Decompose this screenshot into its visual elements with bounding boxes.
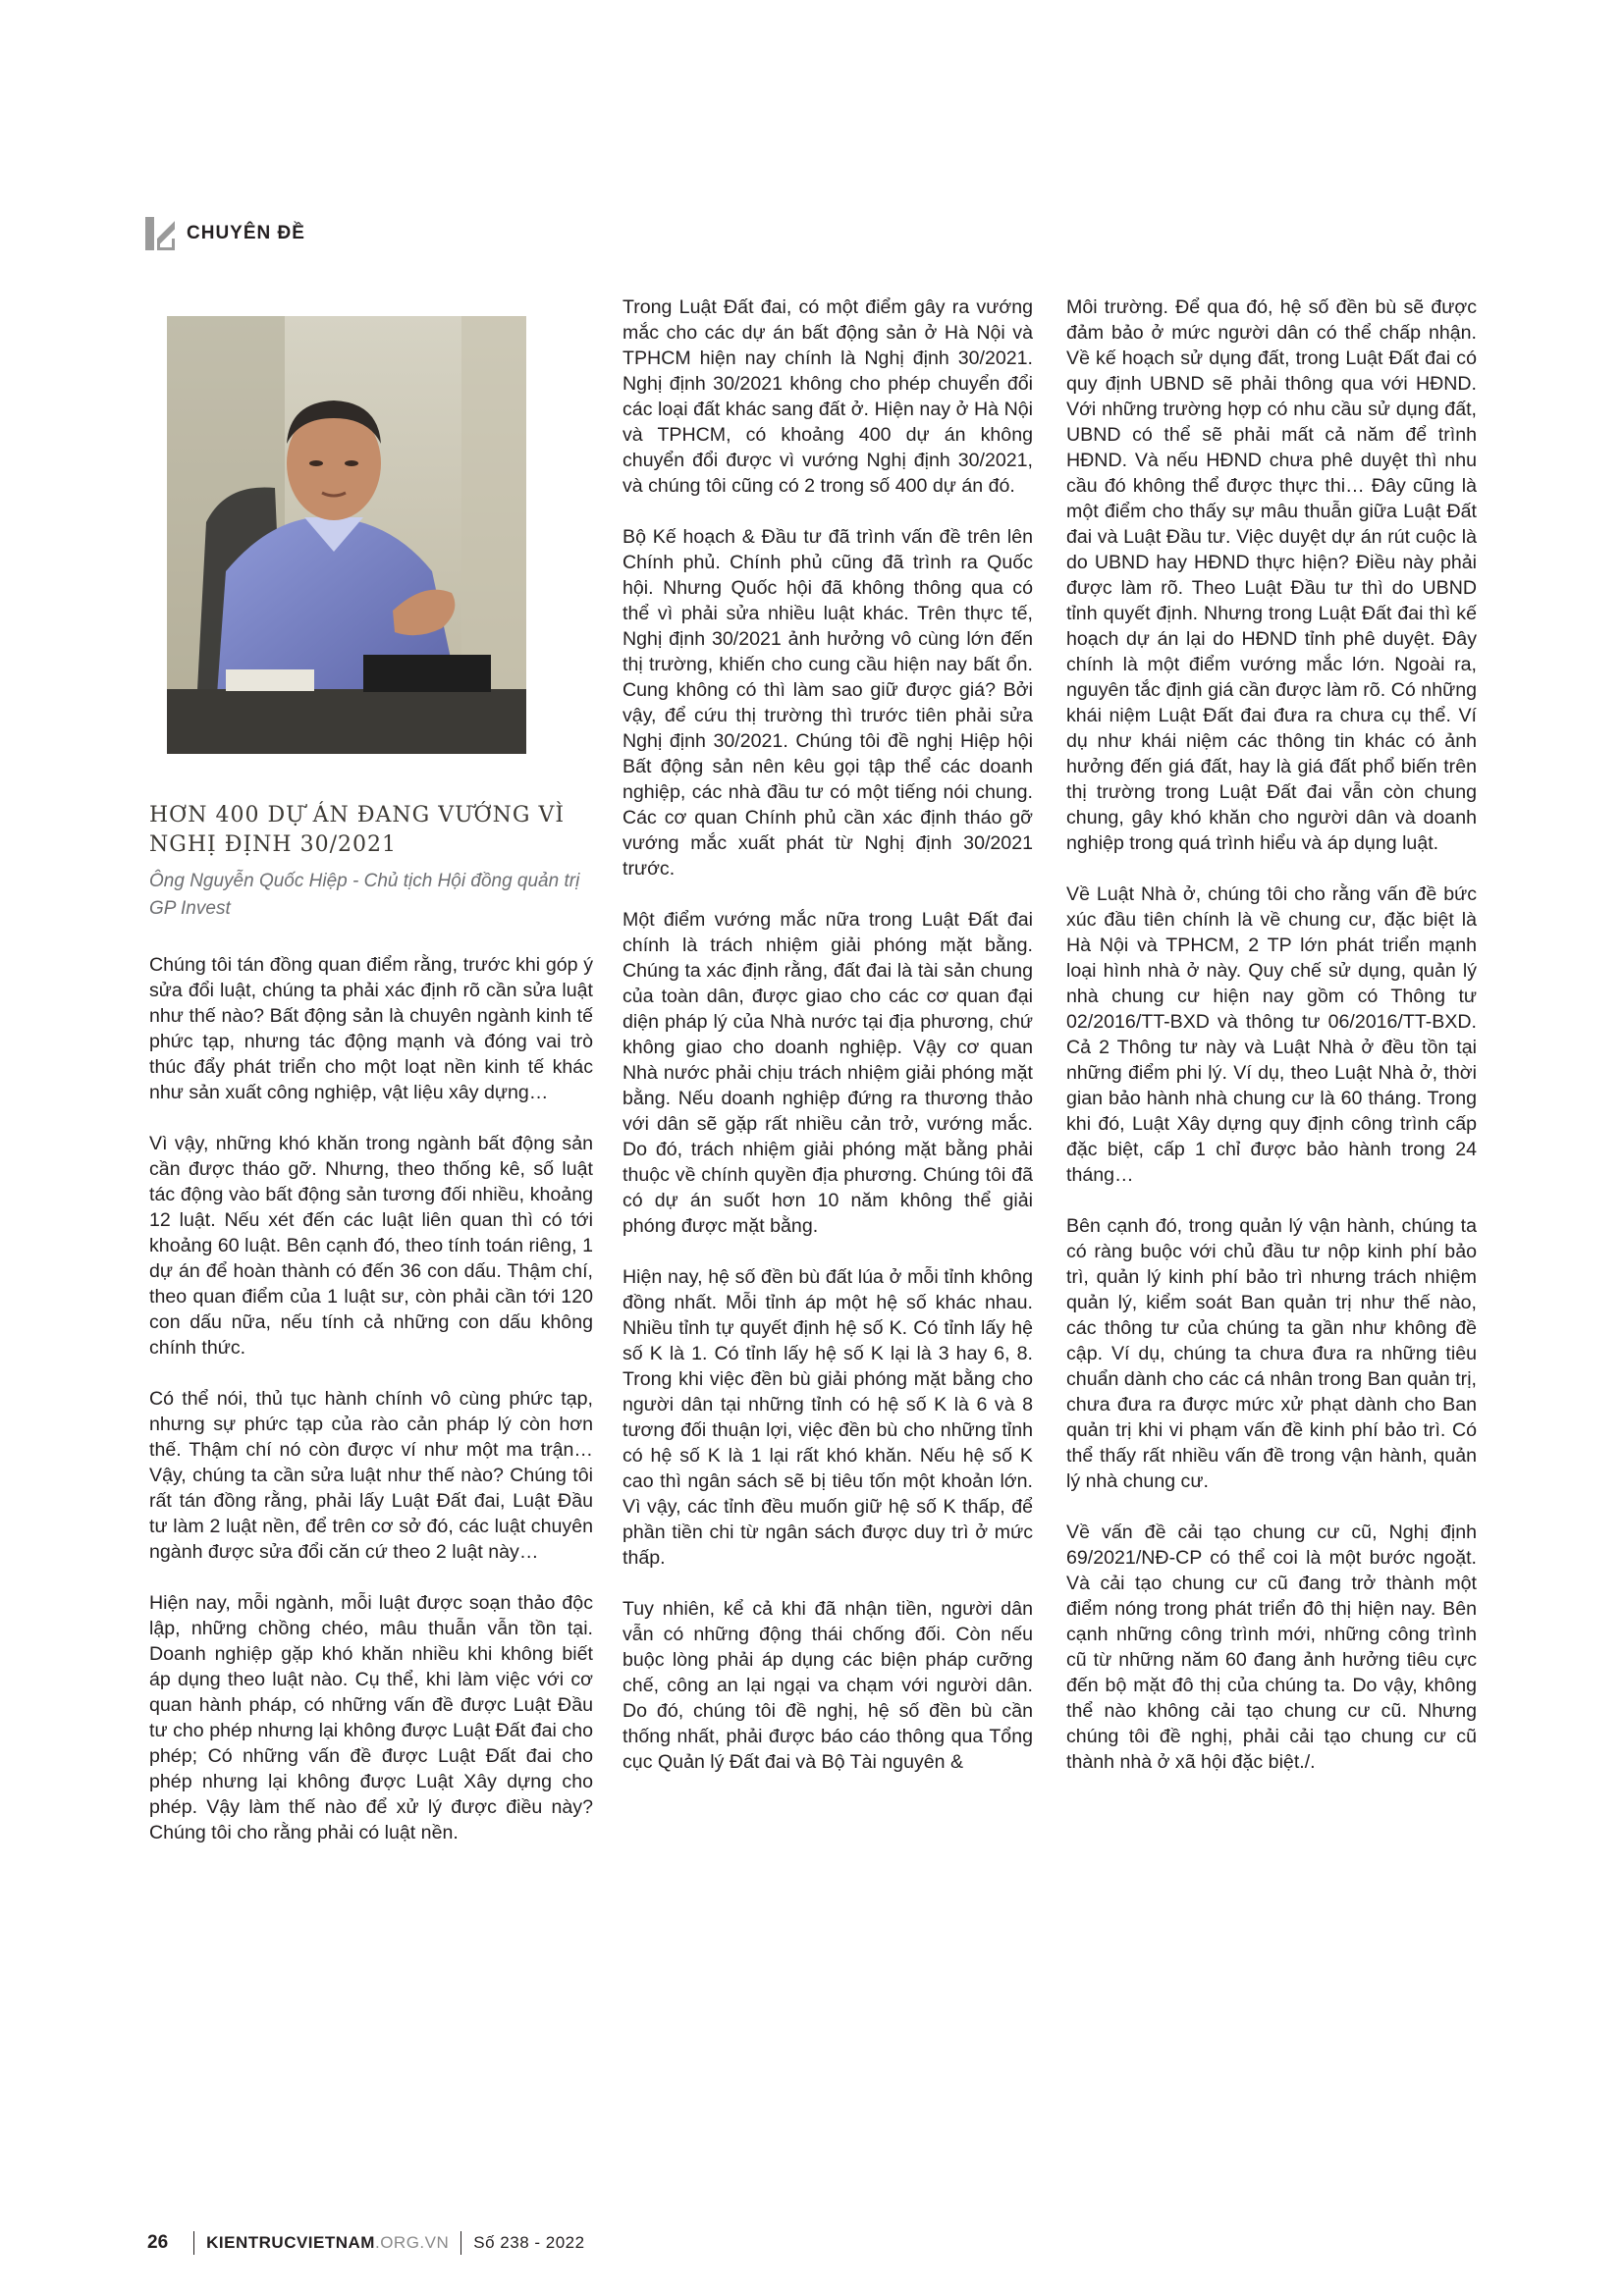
paragraph: Vì vậy, những khó khăn trong ngành bất động sản cần được tháo gỡ. Nhưng, theo thống kê, số luật tác động vào bất động sản tương đối nhiều, khoảng 12 luật. Nếu xét đến các luật liên quan thì có tới khoảng 60 luật. Bên cạnh đó, theo tính toán riêng, 1 dự án để hoàn thành có đến 36 con dấu. Thậm chí, theo quan điểm của 1 luật sư, còn phải cần tới 120 con dấu nữa, nếu tính cả những con dấu không chính thức. [149,1133,593,1359]
paragraph: Có thể nói, thủ tục hành chính vô cùng phức tạp, nhưng sự phức tạp của rào cản pháp lý còn hơn thế. Thậm chí nó còn được ví như một ma trận… Vậy, chúng ta cần sửa luật như thế nào? Chúng tôi rất tán đồng rằng, phải lấy Luật Đất đai, Luật Đầu tư làm 2 luật nền, để trên cơ sở đó, các luật chuyên ngành được sửa đổi căn cứ theo 2 luật này… [149,1388,593,1563]
issue-number: Số 238 - 2022 [473,2233,585,2252]
paragraph: Về vấn đề cải tạo chung cư cũ, Nghị định 69/2021/NĐ-CP có thể coi là một bước ngoặt. Và cải tạo chung cư cũ đang trở thành một điểm nóng trong phát triển đô thị hiện nay. Bên cạnh những công trình mới, những công trình cũ từ những năm 60 đang ảnh hưởng tiêu cực đến bộ mặt đô thị của chúng ta. Do vậy, không thể nào không cải tạo chung cư cũ. Nhưng chúng tôi đề nghị, phải cải tạo chung cư cũ thành nhà ở xã hội đặc biệt./. [1066,1522,1477,1773]
paragraph: Một điểm vướng mắc nữa trong Luật Đất đai chính là trách nhiệm giải phóng mặt bằng. Chúng ta xác định rằng, đất đai là tài sản chung của toàn dân, được giao cho các cơ quan đại diện pháp lý của Nhà nước tại địa phương, chứ không giao cho doanh nghiệp. Vậy cơ quan Nhà nước phải chịu trách nhiệm giải phóng mặt bằng. Nếu doanh nghiệp đứng ra thương thảo với dân sẽ gặp rất nhiều cản trở, vướng mắc. Do đó, trách nhiệm giải phóng mặt bằng phải thuộc về chính quyền địa phương. Chúng tôi đã có dự án suốt hơn 10 năm không thể giải phóng được mặt bằng. [623,909,1033,1237]
paragraph: Bên cạnh đó, trong quản lý vận hành, chúng ta có ràng buộc với chủ đầu tư nộp kinh phí bảo trì, quản lý kinh phí bảo trì nhưng trách nhiệm quản lý, kiểm soát Ban quản trị như thế nào, các thông tư của chúng ta gần như không đề cập. Ví dụ, chúng ta chưa đưa ra những tiêu chuẩn dành cho các cá nhân trong Ban quản trị, chưa đưa ra được mức xử phạt dành cho Ban quản trị khi vi phạm vấn đề kinh phí bảo trì. Có thể thấy rất nhiều vấn đề trong vận hành, quản lý nhà chung cư. [1066,1215,1477,1492]
paragraph: Môi trường. Để qua đó, hệ số đền bù sẽ được đảm bảo ở mức người dân có thể chấp nhận. Về kế hoạch sử dụng đất, trong Luật Đất đai có quy định UBND sẽ phải thông qua với HĐND. Với những trường hợp có nhu cầu sử dụng đất, UBND có thể sẽ phải mất cả năm để trình HĐND. Và nếu HĐND chưa phê duyệt thì nhu cầu đó không thể được thực thi… Đây cũng là một điểm cho thấy sự mâu thuẫn giữa Luật Đất đai và Luật Đầu tư. Việc duyệt dự án rút cuộc là do UBND hay HĐND thực hiện? Điều này phải được làm rõ. Theo Luật Đầu tư thì do UBND tỉnh quyết định. Nhưng trong Luật Đất đai thì kế hoạch dự án lại do HĐND tỉnh phê duyệt. Đây chính là một điểm vướng mắc lớn. Ngoài ra, nguyên tắc định giá cần được làm rõ. Có những khái niệm Luật Đất đai đưa ra chưa cụ thể. Ví dụ như khái niệm các thông tin khác có ảnh hưởng đến giá đất, hay là giá đất phổ biến trên thị trường trong Luật Đất đai vẫn còn chung chung, gây khó khăn cho người dân và doanh nghiệp trong quá trình hiểu và áp dụng luật. [1066,296,1477,854]
paragraph: Hiện nay, hệ số đền bù đất lúa ở mỗi tỉnh không đồng nhất. Mỗi tỉnh áp một hệ số khác nhau. Nhiều tỉnh tự quyết định hệ số K. Có tỉnh lấy hệ số K là 1. Có tỉnh lấy hệ số K lại là 3 hay 6, 8. Trong khi việc đền bù giải phóng mặt bằng cho người dân tại những tỉnh có hệ số K là 6 và 8 tương đối thuận lợi, việc đền bù cho những tỉnh có hệ số K là 1 lại rất khó khăn. Nếu hệ số K cao thì ngân sách sẽ bị tiêu tốn một khoản lớn. Vì vậy, các tỉnh đều muốn giữ hệ số K thấp, để phần tiền chi từ ngân sách được duy trì ở mức thấp. [623,1266,1033,1569]
text-column-3 [1066,294,1477,1775]
text-column-2 [623,294,1033,1775]
kientruc-logo-icon [145,217,175,250]
footer-divider [193,2231,194,2255]
paragraph: Về Luật Nhà ở, chúng tôi cho rằng vấn đề bức xúc đầu tiên chính là về chung cư, đặc biệt là Hà Nội và TPHCM, 2 TP lớn phát triển mạnh loại hình nhà ở này. Quy chế sử dụng, quản lý nhà chung cư hiện nay gồm có Thông tư 02/2016/TT-BXD và thông tư 06/2016/TT-BXD. Cả 2 Thông tư này và Luật Nhà ở đều tồn tại những điểm phi lý. Ví dụ, theo Luật Nhà ở, thời gian bảo hành nhà chung cư là 60 tháng. Trong khi đó, Luật Xây dựng quy định công trình cấp đặc biệt, cấp 1 chỉ được bảo hành trong 24 tháng… [1066,883,1477,1186]
paragraph: Trong Luật Đất đai, có một điểm gây ra vướng mắc cho các dự án bất động sản ở Hà Nội và TPHCM hiện nay chính là Nghị định 30/2021. Nghị định 30/2021 không cho phép chuyển đổi các loại đất khác sang đất ở. Hiện nay ở Hà Nội và TPHCM, có khoảng 400 dự án không chuyển đổi được vì vướng Nghị định 30/2021, và chúng tôi cũng có 2 trong số 400 dự án đó. [623,296,1033,497]
article-byline: Ông Nguyễn Quốc Hiệp - Chủ tịch Hội đồng quản trị GP Invest [149,871,580,919]
paragraph: Hiện nay, mỗi ngành, mỗi luật được soạn thảo độc lập, những chồng chéo, mâu thuẫn vẫn tồn tại. Doanh nghiệp gặp khó khăn nhiều khi không biết áp dụng theo luật nào. Cụ thể, khi làm việc với cơ quan hành pháp, có những vấn đề được Luật Đầu tư cho phép nhưng lại không được Luật Đất đai cho phép; Có những vấn đề được Luật Đất đai cho phép nhưng lại không được Luật Xây dựng cho phép. Vậy làm thế nào để xử lý được điều này? Chúng tôi cho rằng phải có luật nền. [149,1592,593,1843]
page-footer [147,2228,585,2258]
page-number: 26 [147,2232,169,2253]
paragraph: Bộ Kế hoạch & Đầu tư đã trình vấn đề trên lên Chính phủ. Chính phủ cũng đã trình ra Quốc hội. Nhưng Quốc hội đã không thông qua có thể vì phải sửa nhiều luật khác. Trên thực tế, Nghị định 30/2021 ảnh hưởng vô cùng lớn đến thị trường, khiến cho cung cầu hiện nay bất ổn. Cung không có thì làm sao giữ được giá? Bởi vậy, để cứu thị trường thì trước tiên phải sửa Nghị định 30/2021. Chúng tôi đề nghị Hiệp hội Bất động sản nên kêu gọi tập thể các doanh nghiệp, các nhà đầu tư có một tiếng nói chung. Các cơ quan Chính phủ cần xác định tháo gỡ vướng mắc xuất phát từ Nghị định 30/2021 trước. [623,526,1033,880]
paragraph: Chúng tôi tán đồng quan điểm rằng, trước khi góp ý sửa đổi luật, chúng ta phải xác định rõ cần sửa luật như thế nào? Bất động sản là chuyên ngành kinh tế phức tạp, nhưng tác động mạnh và đóng vai trò thúc đẩy phát triển cho một loạt nền kinh tế khác như sản xuất công nghiệp, vật liệu xây dựng… [149,954,593,1103]
text-column-1 [149,952,593,1845]
footer-divider [460,2231,461,2255]
paragraph: Tuy nhiên, kể cả khi đã nhận tiền, người dân vẫn có những động thái chống đối. Còn nếu buộc lòng phải áp dụng các biện pháp cưỡng chế, công an lại ngại va chạm với người dân. Do đó, chúng tôi đề nghị, hệ số đền bù cần thống nhất, phải được báo cáo thông qua Tổng cục Quản lý Đất đai và Bộ Tài nguyên & [623,1598,1033,1773]
site-domain: .ORG.VN [374,2233,450,2252]
section-header [145,214,305,253]
portrait-photo [167,316,526,754]
section-label: CHUYÊN ĐỀ [187,223,305,243]
site-name: KIENTRUCVIETNAM [206,2233,375,2252]
article-title: HƠN 400 DỰ ÁN ĐANG VƯỚNG VÌ NGHỊ ĐỊNH 30/2021 [149,803,566,857]
